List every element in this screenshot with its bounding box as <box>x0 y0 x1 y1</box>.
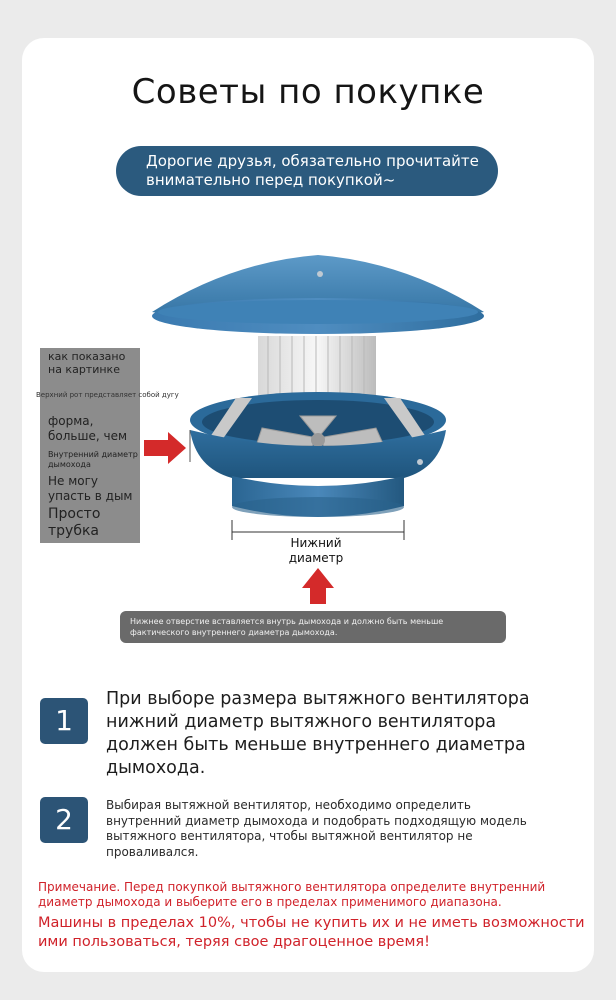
callout-line: Внутренний диаметр <box>48 450 138 459</box>
banner-line-2: внимательно перед покупкой~ <box>146 171 396 189</box>
insert-note-line-2: фактического внутреннего диаметра дымохода. <box>130 628 338 637</box>
callout-line: как показано <box>48 350 126 363</box>
callout-line: на картинке <box>48 363 120 376</box>
bottom-diameter-label <box>270 536 362 566</box>
warning-note: Машины в пределах 10%, чтобы не купить их и не иметь возможности ими пользоваться, теряя свое драгоценное время! <box>38 915 585 950</box>
insert-note <box>120 611 506 643</box>
arrow-right-icon <box>144 432 186 464</box>
tip-number-badge: 2 <box>40 797 88 843</box>
callout-line: Не могу <box>48 474 99 488</box>
arrow-up-icon <box>302 568 334 604</box>
tip-number-badge: 1 <box>40 698 88 744</box>
callout-line: упасть в дым <box>48 489 133 503</box>
motor-fins <box>258 336 376 398</box>
bottom-label-line-1: Нижний <box>290 536 342 550</box>
callout-line: Просто <box>48 506 101 522</box>
tip-text: При выборе размера вытяжного вентилятора нижний диаметр вытяжного вентилятора должен быть меньше внутреннего диаметра дымохода. <box>106 689 530 778</box>
callout-line: больше, чем <box>48 429 128 443</box>
purchase-note: Примечание. Перед покупкой вытяжного вентилятора определите внутренний диаметр дымохода и выберите его в пределах применимого диапазона. <box>38 880 546 909</box>
callout-line: форма, <box>48 414 94 428</box>
callout-line: трубка <box>48 523 99 539</box>
banner-line-1: Дорогие друзья, обязательно прочитайте <box>146 152 479 170</box>
arc-note: Верхний рот представляет собой дугу <box>36 391 179 399</box>
callout-line: дымохода <box>48 460 91 469</box>
tip-text: Выбирая вытяжной вентилятор, необходимо определить внутренний диаметр дымохода и подобрать подходящую модель вытяжного вентилятора, чтобы вытяжной вентилятор не проваливался. <box>106 798 527 859</box>
page-title: Советы по покупке <box>131 72 485 112</box>
insert-note-line-1: Нижнее отверстие вставляется внутрь дымохода и должно быть меньше <box>130 617 444 626</box>
bottom-label-line-2: диаметр <box>288 551 344 565</box>
callout-panel <box>40 348 140 543</box>
